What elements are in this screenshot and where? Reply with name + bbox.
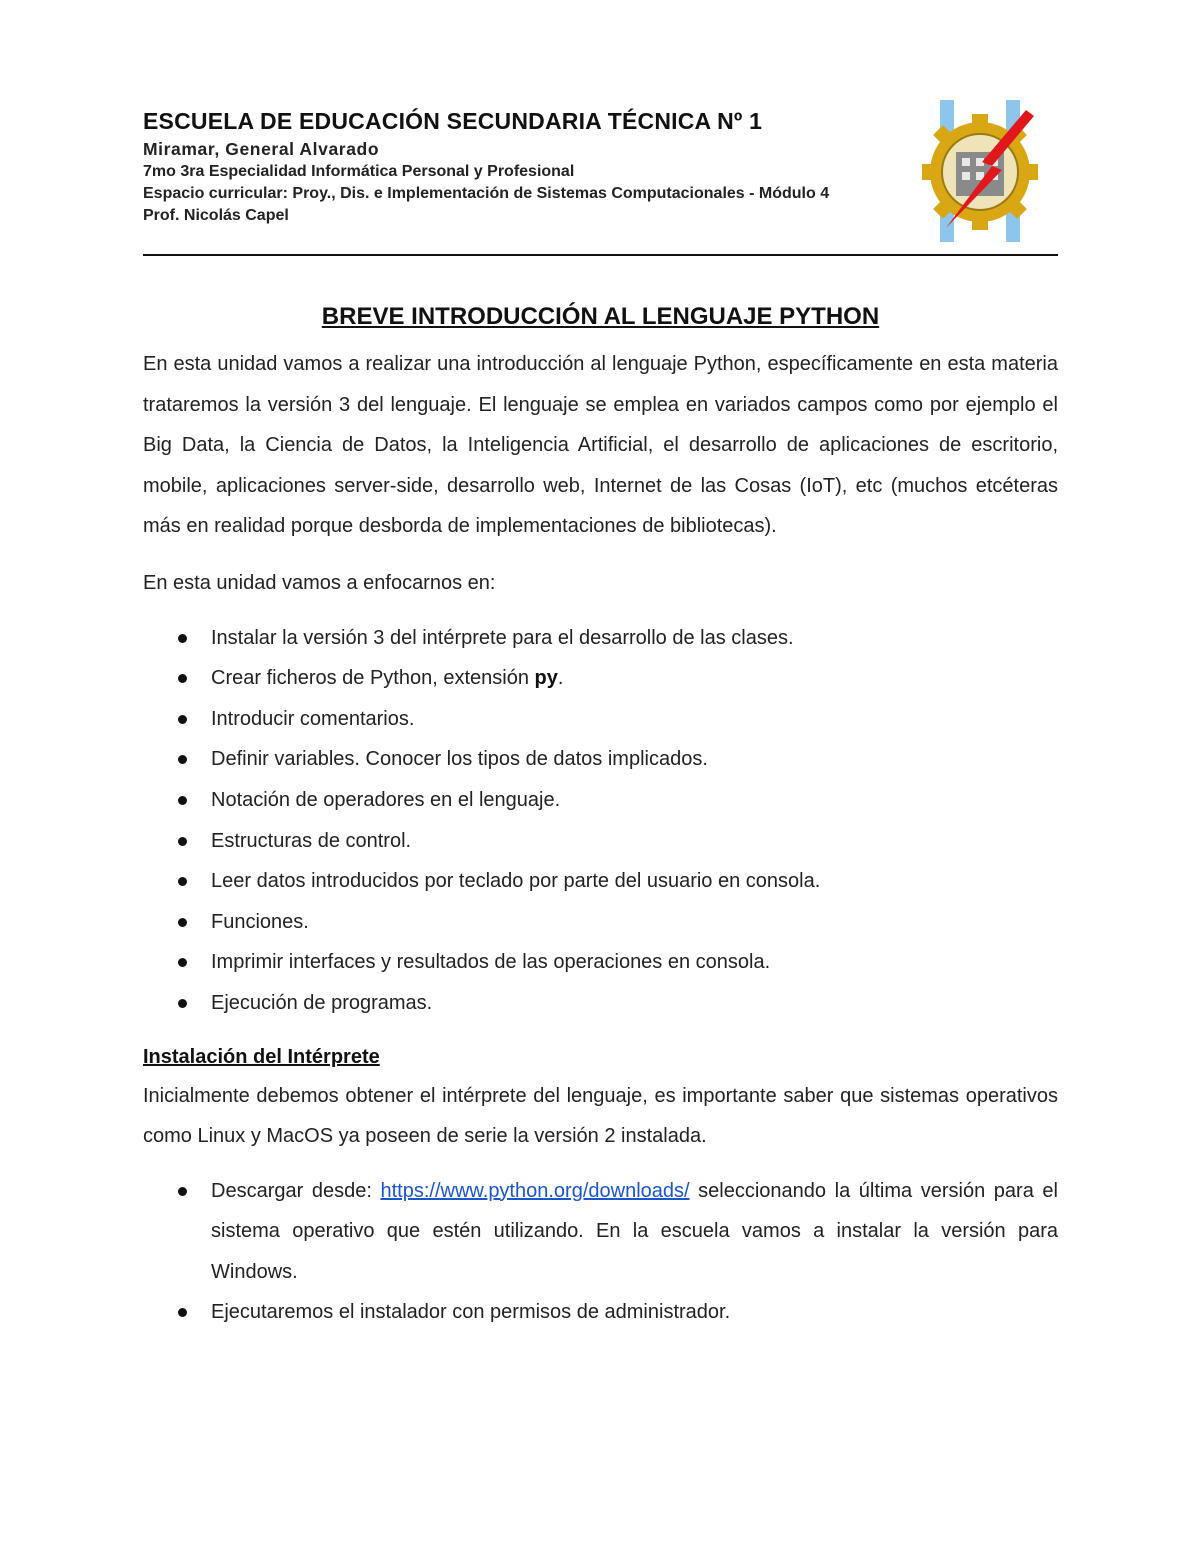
install-paragraph: Inicialmente debemos obtener el intérprete del lenguaje, es importante saber que sistemas operativos como Linux y MacOS ya poseen de serie la versión 2 instalada. <box>143 1084 1058 1148</box>
school-name: ESCUELA DE EDUCACIÓN SECUNDARIA TÉCNICA Nº 1 <box>143 108 763 134</box>
py-extension: py <box>534 667 558 690</box>
list-item: Imprimir interfaces y resultados de las operaciones en consola. <box>143 942 1058 983</box>
list-item: Notación de operadores en el lenguaje. <box>143 780 1058 821</box>
document-title: BREVE INTRODUCCIÓN AL LENGUAJE PYTHON <box>321 303 880 330</box>
bullet-icon <box>178 674 187 683</box>
bullet-icon <box>178 999 187 1008</box>
document-body <box>143 300 1058 1333</box>
list-item: Ejecutaremos el instalador con permisos de administrador. <box>143 1292 1058 1333</box>
list-item: Leer datos introducidos por teclado por parte del usuario en consola. <box>143 861 1058 902</box>
bullet-icon <box>178 1187 187 1196</box>
list-item: Estructuras de control. <box>143 821 1058 862</box>
bullet-icon <box>178 877 187 886</box>
bullet-icon <box>178 796 187 805</box>
bullet-icon <box>178 918 187 927</box>
list-item: Funciones. <box>143 902 1058 943</box>
python-downloads-link[interactable]: https://www.python.org/downloads/ <box>380 1179 690 1202</box>
list-item: Instalar la versión 3 del intérprete para el desarrollo de las clases. <box>143 618 1058 659</box>
school-emblem-icon <box>922 100 1042 242</box>
bullet-icon <box>178 634 187 643</box>
school-header <box>143 106 923 227</box>
list-item: Definir variables. Conocer los tipos de datos implicados. <box>143 739 1058 780</box>
bullet-icon <box>178 958 187 967</box>
list-item: Ejecución de programas. <box>143 983 1058 1024</box>
list-item: Descargar desde: https://www.python.org/downloads/ seleccionando la última versión para el sistema operativo que estén utilizando. En la escuela vamos a instalar la versión para Windows. <box>143 1171 1058 1293</box>
install-steps <box>143 1171 1058 1333</box>
bullet-icon <box>178 755 187 764</box>
subject-line: Espacio curricular: Proy., Dis. e Implementación de Sistemas Computacionales - Módulo 4 <box>143 185 830 202</box>
bullet-icon <box>178 1308 187 1317</box>
topics-list <box>143 618 1058 1024</box>
header-divider <box>143 254 1058 256</box>
install-heading: Instalación del Intérprete <box>143 1045 380 1068</box>
teacher-line: Prof. Nicolás Capel <box>143 207 289 224</box>
school-town: Miramar, General Alvarado <box>143 139 380 159</box>
intro-paragraph: En esta unidad vamos a realizar una introducción al lenguaje Python, específicamente en esta materia trataremos la versión 3 del lenguaje. El lenguaje se emplea en variados campos como por ejemplo el Big Data, la Ciencia de Datos, la Inteligencia Artificial, el desarrollo de aplicaciones de escritorio, mobile, aplicaciones server-side, desarrollo web, Internet de las Cosas (IoT), etc (muchos etcéteras más en realidad porque desborda de implementaciones de bibliotecas). <box>143 353 1058 538</box>
list-item: Crear ficheros de Python, extensión py. <box>143 658 1058 699</box>
bullet-icon <box>178 837 187 846</box>
bullet-icon <box>178 715 187 724</box>
focus-intro: En esta unidad vamos a enfocarnos en: <box>143 571 496 594</box>
specialty-line: 7mo 3ra Especialidad Informática Personal y Profesional <box>143 163 575 180</box>
list-item: Introducir comentarios. <box>143 699 1058 740</box>
